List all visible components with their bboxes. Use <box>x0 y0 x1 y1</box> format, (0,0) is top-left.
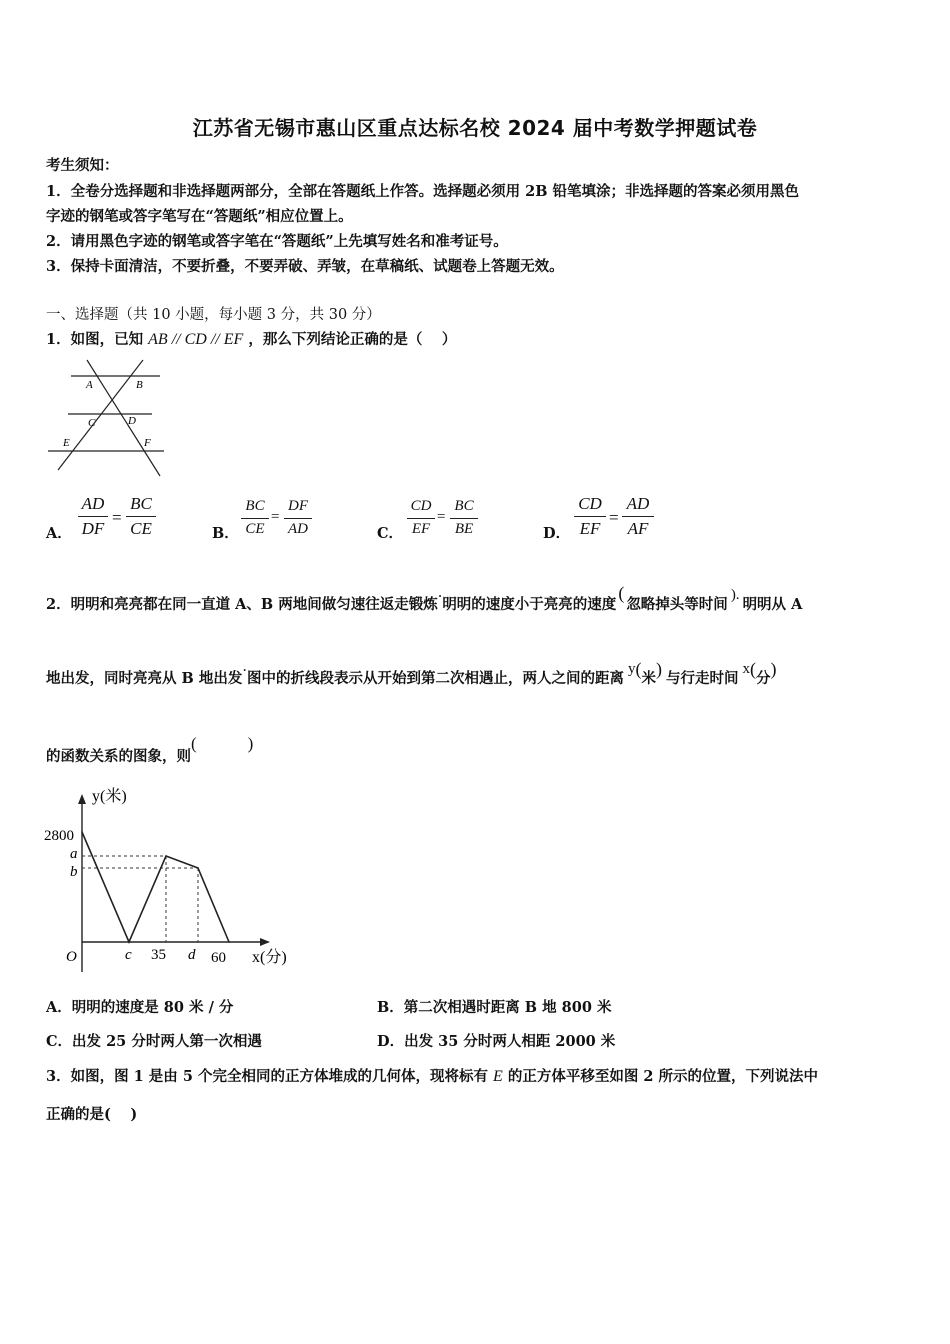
x-tick-c: c <box>125 947 132 963</box>
q2-text: 地出发，同时亮亮从 B 地出发 <box>46 670 243 687</box>
q1-suffix: ，那么下列结论正确的是（ ） <box>248 331 457 348</box>
numerator: CD <box>410 498 432 514</box>
page-title: 江苏省无锡市惠山区重点达标名校 2024 届中考数学押题试卷 <box>192 116 758 140</box>
q1-parallel-expr: AB // CD // EF <box>148 331 244 348</box>
distance-series-line <box>82 832 229 942</box>
x-axis-arrow <box>260 938 270 946</box>
label-e: E <box>63 437 70 449</box>
q3-text: 的正方体平移至如图 2 所示的位置，下列说法中 <box>507 1068 819 1085</box>
q2-text: 明明从 A <box>742 596 803 613</box>
q1-prefix: 1．如图，已知 <box>46 331 144 348</box>
equals-sign: = <box>609 508 619 527</box>
y-tick-a: a <box>70 846 78 862</box>
label-b: B <box>136 379 143 391</box>
q1-option-c-frac-1 <box>407 498 435 544</box>
q2-option-b[interactable]: B．第二次相遇时距离 B 地 800 米 <box>377 999 612 1016</box>
denominator: BE <box>454 521 474 537</box>
paren: ( <box>618 583 625 603</box>
q2-line-3 <box>46 734 254 766</box>
label-c: C <box>88 417 96 429</box>
y-axis-label: y(米) <box>92 788 127 805</box>
paren: ) <box>770 659 777 679</box>
paren: ( <box>749 659 756 679</box>
question-3-line-1 <box>46 1065 818 1086</box>
denominator: EF <box>411 521 431 537</box>
q2-text: 的函数关系的图象，则 <box>46 748 191 765</box>
x-tick-60: 60 <box>211 950 226 966</box>
paren: ) <box>655 659 662 679</box>
q1-option-a-label: A． <box>46 525 72 542</box>
numerator: DF <box>288 498 308 514</box>
q1-option-b-frac-1 <box>241 498 269 544</box>
q3-e-var: E <box>493 1068 503 1085</box>
y-unit: 米 <box>641 670 656 687</box>
numerator: AD <box>626 494 650 513</box>
notice-line-3: 3．保持卡面清洁，不要折叠，不要弄破、弄皱，在草稿纸、试题卷上答题无效。 <box>46 258 564 275</box>
q1-option-d-frac-1 <box>574 494 606 544</box>
x-tick-35: 35 <box>151 947 166 963</box>
q1-option-b-label: B． <box>212 525 239 542</box>
series-point-2 <box>165 855 167 857</box>
numerator: BC <box>130 494 152 513</box>
q2-option-d[interactable]: D．出发 35 分时两人相距 2000 米 <box>377 1033 616 1050</box>
y-tick-2800: 2800 <box>44 828 74 844</box>
numerator: CD <box>578 494 602 513</box>
denominator: CE <box>130 519 152 538</box>
dot-mark: · <box>437 589 443 605</box>
denominator: CE <box>245 521 265 537</box>
notice-line-1b: 字迹的钢笔或答字笔写在“答题纸”相应位置上。 <box>46 208 353 225</box>
q2-option-a[interactable]: A．明明的速度是 80 米 / 分 <box>46 999 234 1016</box>
y-tick-b: b <box>70 864 78 880</box>
y-var: y <box>627 661 636 677</box>
question-1 <box>46 328 456 349</box>
q2-text: 明明的速度小于亮亮的速度 <box>442 596 617 613</box>
answer-blank: ( ) <box>191 734 254 753</box>
q2-text: 与行走时间 <box>665 670 739 687</box>
series-point-1 <box>128 941 130 943</box>
y-axis-arrow <box>78 794 86 804</box>
numerator: BC <box>245 498 265 514</box>
q2-option-c[interactable]: C．出发 25 分时两人第一次相遇 <box>46 1033 262 1050</box>
series-point-4 <box>228 941 230 943</box>
numerator: BC <box>454 498 474 514</box>
denominator: AF <box>627 519 649 538</box>
q1-option-d-frac-2 <box>622 494 654 544</box>
dot-mark: · <box>242 663 247 679</box>
q1-option-c-label: C． <box>377 525 404 542</box>
q2-distance-time-chart <box>44 784 304 974</box>
series-point-0 <box>81 831 83 833</box>
q2-text: 忽略掉头等时间 <box>626 596 728 613</box>
denominator: AD <box>288 521 308 537</box>
q1-option-c-frac-2 <box>450 498 478 544</box>
numerator: AD <box>81 494 105 513</box>
q1-option-a-frac-1 <box>78 494 108 544</box>
paren: ( <box>635 659 642 679</box>
paren: ). <box>730 587 740 603</box>
notice-line-2: 2．请用黑色字迹的钢笔或答字笔在“答题纸”上先填写姓名和准考证号。 <box>46 233 508 250</box>
series-point-3 <box>197 867 199 869</box>
equals-sign: = <box>271 509 280 525</box>
x-unit: 分 <box>755 670 771 687</box>
denominator: DF <box>81 519 105 538</box>
section-heading: 一、选择题（共 10 小题，每小题 3 分，共 30 分） <box>46 307 381 323</box>
q1-parallel-lines-figure <box>46 358 171 478</box>
q2-text: 2．明明和亮亮都在同一直道 A、B 两地间做匀速往返走锻炼 <box>46 596 438 613</box>
origin-label: O <box>66 949 77 965</box>
denominator: EF <box>579 519 601 538</box>
x-var: x <box>742 661 750 677</box>
q3-text: 3．如图，图 1 是由 5 个完全相同的正方体堆成的几何体，现将标有 <box>46 1068 488 1085</box>
notice-line-1a: 1．全卷分选择题和非选择题两部分，全部在答题纸上作答。选择题必须用 2B 铅笔填涂；非选择题的答案必须用黑色 <box>46 183 800 200</box>
equals-sign: = <box>112 508 122 527</box>
q2-line-2 <box>46 659 777 688</box>
x-tick-d: d <box>188 947 196 963</box>
question-3-line-2: 正确的是( ) <box>46 1106 138 1123</box>
notice-heading: 考生须知： <box>46 157 119 174</box>
label-a: A <box>86 379 93 391</box>
label-f: F <box>144 437 151 449</box>
q1-option-d-label: D． <box>543 525 571 542</box>
q2-line-1 <box>46 583 803 614</box>
equals-sign: = <box>437 509 446 525</box>
x-axis-label: x(分) <box>252 949 287 966</box>
q1-option-b-frac-2 <box>284 498 312 544</box>
label-d: D <box>128 415 136 427</box>
q2-text: 图中的折线段表示从开始到第二次相遇止，两人之间的距离 <box>246 670 624 687</box>
q1-option-a-frac-2 <box>126 494 156 544</box>
